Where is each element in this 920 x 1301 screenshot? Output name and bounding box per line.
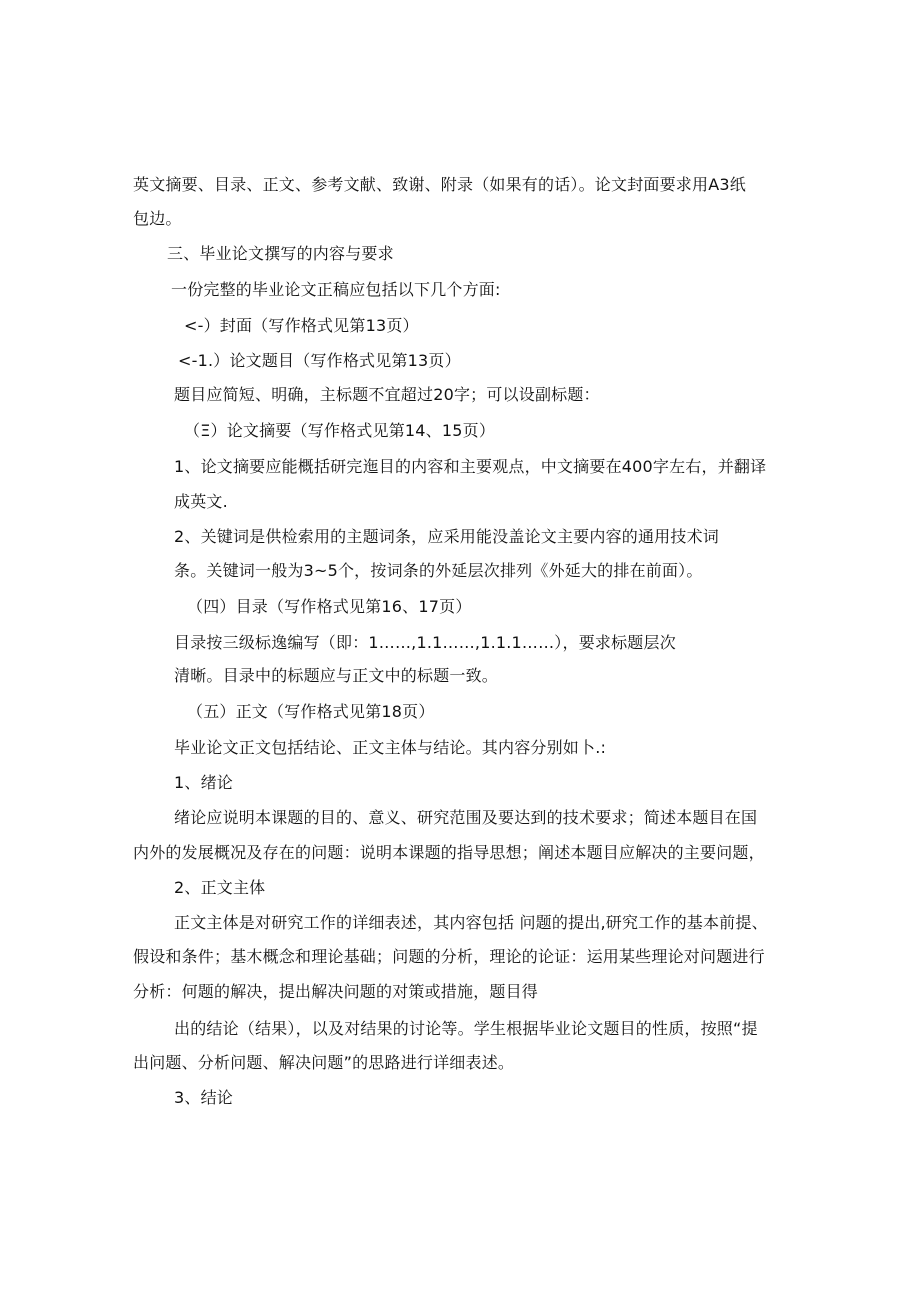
paragraph-line: 绪论应说明本课题的目的、意义、研究范围及要达到的技术要求；简述本题目在国 bbox=[174, 808, 758, 827]
paragraph-line: 2、关键词是供检索用的主题词条，应采用能没盖论文主要内容的通用技术词 bbox=[174, 527, 719, 546]
paragraph-line: 1、论文摘要应能概括研完迤目的内容和主要观点，中文摘要在400字左右，并翻译 bbox=[174, 457, 767, 476]
paragraph-line: 分析：何题的解决，提出解决问题的对策或措施，题目得 bbox=[133, 982, 539, 1001]
subsection-heading: （四）目录（写作格式见第16、17页） bbox=[187, 597, 472, 616]
subsection-heading: 1、绪论 bbox=[174, 773, 233, 792]
paragraph-line: 英文摘要、目录、正文、参考文献、致谢、附录（如果有的话）。论文封面要求用A3纸 bbox=[133, 175, 746, 194]
subsection-heading: <-）封面（写作格式见第13页） bbox=[184, 316, 419, 335]
section-heading: 三、毕业论文撰写的内容与要求 bbox=[167, 244, 394, 263]
subsection-heading: （Ξ）论文摘要（写作格式见第14、15页） bbox=[184, 421, 496, 440]
paragraph-line: 目录按三级标逸编写（即：1……,1.1……,1.1.1……），要求标题层次 bbox=[174, 633, 676, 652]
paragraph-line: 内外的发展概况及存在的问题：说明本课题的指导思想；阐述本题目应解决的主要问题， bbox=[133, 843, 765, 862]
paragraph-line: 题目应简短、明确，主标题不宜超过20字；可以设副标题： bbox=[174, 385, 600, 404]
paragraph-line: 正文主体是对研究工作的详细表述，其内容包括 问题的提出,研究工作的基本前提、 bbox=[174, 913, 768, 932]
subsection-heading: 2、正文主体 bbox=[174, 878, 266, 897]
paragraph-line: 毕业论文正文包括结论、正文主体与结论。其内容分别如卜.: bbox=[174, 738, 607, 757]
paragraph-line: 包边。 bbox=[133, 209, 182, 228]
subsection-heading: 3、结论 bbox=[174, 1088, 233, 1107]
paragraph-line: 条。关键词一般为3~5个，按词条的外延层次排列《外延大的排在前面）。 bbox=[174, 561, 703, 580]
paragraph-line: 出的结论（结果），以及对结果的讨论等。学生根据毕业论文题目的性质，按照“提 bbox=[174, 1019, 758, 1038]
paragraph-line: 一份完整的毕业论文正稿应包括以下几个方面: bbox=[171, 280, 501, 299]
paragraph-line: 假设和条件；基木概念和理论基础；问题的分析，理论的论证：运用某些理论对问题进行 bbox=[133, 947, 765, 966]
paragraph-line: 成英文. bbox=[174, 492, 228, 511]
subsection-heading: （五）正文（写作格式见第18页） bbox=[187, 702, 435, 721]
paragraph-line: 清晰。目录中的标题应与正文中的标题一致。 bbox=[174, 666, 499, 685]
paragraph-line: 出问题、分析问题、解决问题”的思路进行详细表述。 bbox=[133, 1053, 515, 1072]
subsection-heading: <-1.）论文题目（写作格式见第13页） bbox=[178, 351, 461, 370]
